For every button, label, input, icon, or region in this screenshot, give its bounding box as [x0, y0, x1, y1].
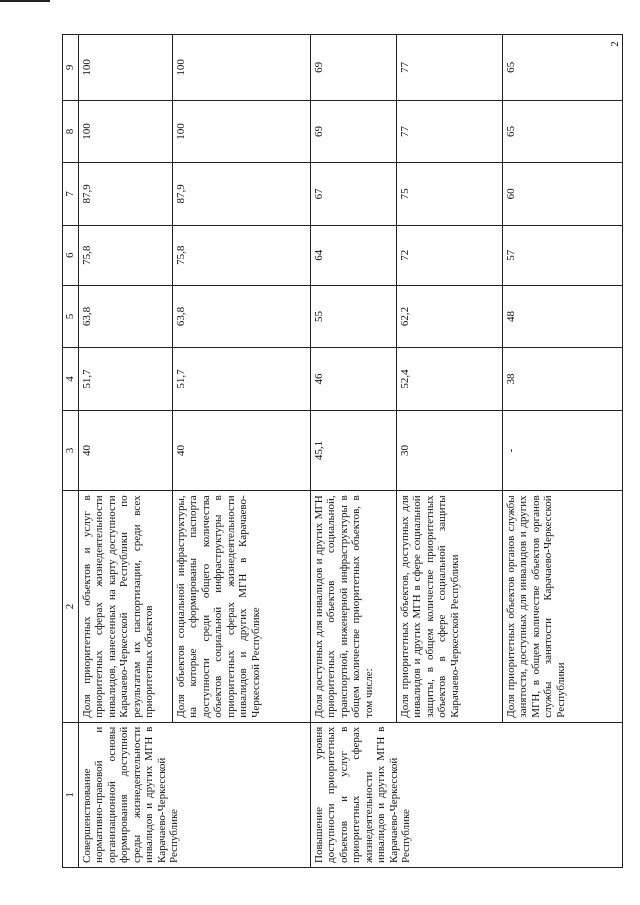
col-header: 2 — [63, 491, 79, 722]
col-header: 6 — [63, 225, 79, 285]
value-cell: 67 — [310, 163, 396, 225]
value-cell: 63,8 — [78, 285, 172, 347]
value-cell: 64 — [310, 225, 396, 285]
value-cell: 45,1 — [310, 410, 396, 491]
value-cell: 48 — [502, 285, 623, 347]
value-cell: - — [502, 410, 623, 491]
indicator-cell: Доля доступных для инвалидов и других МГН приоритетных объектов социальной, транспортной, инженерной инфраструктуры в общем количестве приоритетных объектов, в том числе: — [310, 491, 396, 722]
indicators-table — [62, 34, 623, 868]
table-row — [310, 35, 396, 868]
value-cell: 30 — [396, 410, 502, 491]
value-cell: 69 — [310, 100, 396, 162]
value-cell: 100 — [172, 100, 310, 162]
value-cell: 60 — [502, 163, 623, 225]
value-cell: 40 — [172, 410, 310, 491]
col-header: 9 — [63, 35, 79, 101]
col-header: 5 — [63, 285, 79, 347]
value-cell: 100 — [172, 35, 310, 101]
col-header: 7 — [63, 163, 79, 225]
col-header: 8 — [63, 100, 79, 162]
value-cell: 38 — [502, 348, 623, 410]
value-cell: 75,8 — [78, 225, 172, 285]
indicator-cell: Доля приоритетных объектов и услуг в приоритетных сферах жизнедеятельности инвалидов, нанесенных на карту доступности Карачаево-Черкесской Республики по результатам их паспортизации, среди всех приоритетных объектов — [78, 491, 172, 722]
value-cell: 87,9 — [78, 163, 172, 225]
value-cell: 63,8 — [172, 285, 310, 347]
value-cell: 40 — [78, 410, 172, 491]
indicator-cell: Доля приоритетных объектов, доступных для инвалидов и других МГН в сфере социальной защиты, в общем количестве приоритетных объектов в сфере социальной защиты Карачаево-Черкесской Республики — [396, 491, 502, 722]
value-cell: 75,8 — [172, 225, 310, 285]
value-cell: 87,9 — [172, 163, 310, 225]
col-header: 4 — [63, 348, 79, 410]
value-cell: 65 — [502, 100, 623, 162]
goal-cell: Совершенствование нормативно-правовой и организационной основы формирования доступной среды жизнедеятельности инвалидов и других МГН в Карачаево-Черкесской Республике — [78, 722, 310, 867]
value-cell: 72 — [396, 225, 502, 285]
header-row — [63, 35, 79, 868]
value-cell: 77 — [396, 100, 502, 162]
value-cell: 52,4 — [396, 348, 502, 410]
value-cell: 57 — [502, 225, 623, 285]
goal-cell: Повышение уровня доступности приоритетных объектов и услуг в приоритетных сферах жизнедеятельности инвалидов и других МГН в Карачаево-Черкесской Республике — [310, 722, 623, 867]
rotated-table-container — [62, 34, 623, 868]
value-cell: 62,2 — [396, 285, 502, 347]
value-cell: 77 — [396, 35, 502, 101]
value-cell: 55 — [310, 285, 396, 347]
table-row — [78, 35, 172, 868]
value-cell: 65 — [502, 35, 623, 101]
indicator-cell: Доля приоритетных объектов органов службы занятости, доступных для инвалидов и других МГН, в общем количестве объектов органов службы занятости Карачаево-Черкесской Республики — [502, 491, 623, 722]
value-cell: 51,7 — [172, 348, 310, 410]
value-cell: 100 — [78, 100, 172, 162]
page-number: 2 — [608, 41, 621, 47]
col-header: 1 — [63, 722, 79, 867]
col-header: 3 — [63, 410, 79, 491]
value-cell: 46 — [310, 348, 396, 410]
value-cell: 100 — [78, 35, 172, 101]
value-cell: 69 — [310, 35, 396, 101]
indicator-cell: Доля объектов социальной инфраструктуры, на которые сформированы паспорта доступности среди общего количества объектов социальной инфраструктуры в приоритетных сферах жизнедеятельности инвалидов и других МГН в Карачаево-Черкесской Республике — [172, 491, 310, 722]
value-cell: 51,7 — [78, 348, 172, 410]
value-cell: 75 — [396, 163, 502, 225]
top-rule — [0, 0, 50, 2]
